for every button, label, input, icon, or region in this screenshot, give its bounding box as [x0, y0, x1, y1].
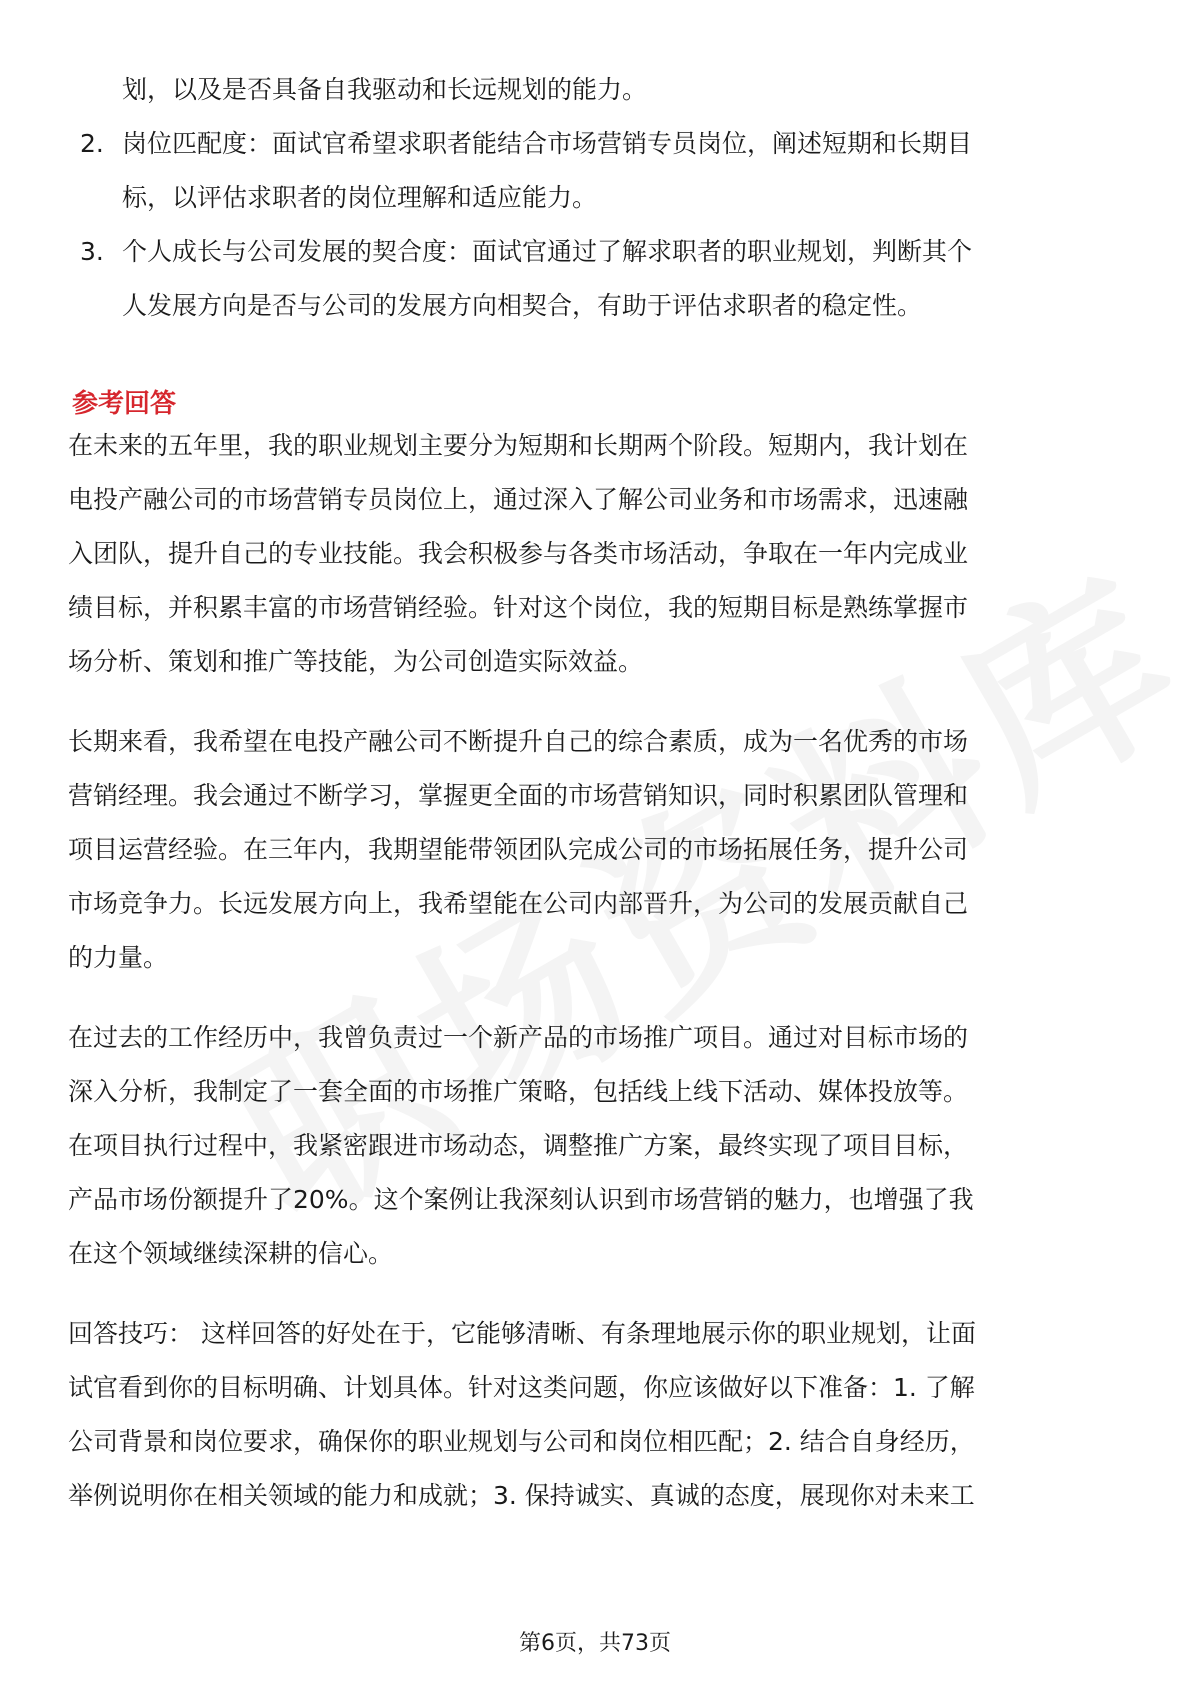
paragraph-line: 在项目执行过程中，我紧密跟进市场动态，调整推广方案，最终实现了项目目标，: [68, 1131, 969, 1160]
paragraph-line: 场分析、策划和推广等技能，为公司创造实际效益。: [68, 647, 644, 676]
paragraph-line: 举例说明你在相关领域的能力和成就；3. 保持诚实、真诚的态度，展现你对未来工: [68, 1481, 975, 1510]
list-item-line: 人发展方向是否与公司的发展方向相契合，有助于评估求职者的稳定性。: [122, 291, 923, 320]
paragraph-line: 长期来看，我希望在电投产融公司不断提升自己的综合素质，成为一名优秀的市场: [68, 727, 969, 756]
paragraph-line: 在过去的工作经历中，我曾负责过一个新产品的市场推广项目。通过对目标市场的: [68, 1023, 969, 1052]
paragraph-line: 公司背景和岗位要求，确保你的职业规划与公司和岗位相匹配；2. 结合自身经历，: [68, 1427, 975, 1456]
page-number: 第6页，共73页: [519, 1631, 671, 1656]
section-heading: 参考回答: [72, 389, 177, 419]
list-number: 3.: [80, 237, 104, 266]
list-number: 2.: [80, 129, 104, 158]
paragraph-line: 市场竞争力。长远发展方向上，我希望能在公司内部晋升，为公司的发展贡献自己: [68, 889, 969, 918]
paragraph-line: 试官看到你的目标明确、计划具体。针对这类问题，你应该做好以下准备：1. 了解: [68, 1373, 975, 1402]
paragraph-line: 电投产融公司的市场营销专员岗位上，通过深入了解公司业务和市场需求，迅速融: [68, 485, 969, 514]
list-item-line: 岗位匹配度：面试官希望求职者能结合市场营销专员岗位，阐述短期和长期目: [122, 129, 973, 158]
paragraph-line: 的力量。: [68, 943, 169, 972]
paragraph-line: 绩目标，并积累丰富的市场营销经验。针对这个岗位，我的短期目标是熟练掌握市: [68, 593, 969, 622]
paragraph-line: 营销经理。我会通过不断学习，掌握更全面的市场营销知识，同时积累团队管理和: [68, 781, 969, 810]
list-item-line: 个人成长与公司发展的契合度：面试官通过了解求职者的职业规划，判断其个: [122, 237, 973, 266]
paragraph-line: 回答技巧： 这样回答的好处在于，它能够清晰、有条理地展示你的职业规划，让面: [68, 1319, 976, 1348]
paragraph-line: 项目运营经验。在三年内，我期望能带领团队完成公司的市场拓展任务，提升公司: [68, 835, 969, 864]
paragraph-line: 产品市场份额提升了20%。这个案例让我深刻认识到市场营销的魅力，也增强了我: [68, 1185, 974, 1214]
list-item-line: 划，以及是否具备自我驱动和长远规划的能力。: [122, 75, 648, 104]
paragraph-line: 在未来的五年里，我的职业规划主要分为短期和长期两个阶段。短期内，我计划在: [68, 431, 969, 460]
list-item-line: 标，以评估求职者的岗位理解和适应能力。: [122, 183, 598, 212]
paragraph-line: 入团队，提升自己的专业技能。我会积极参与各类市场活动，争取在一年内完成业: [68, 539, 969, 568]
paragraph-line: 在这个领域继续深耕的信心。: [68, 1239, 394, 1268]
paragraph-line: 深入分析，我制定了一套全面的市场推广策略，包括线上线下活动、媒体投放等。: [68, 1077, 969, 1106]
